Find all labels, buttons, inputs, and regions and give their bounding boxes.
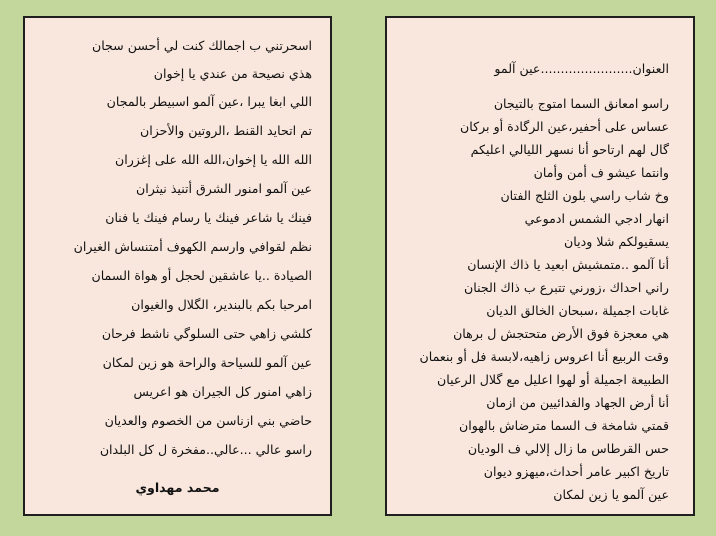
right-poem-panel bbox=[385, 16, 695, 516]
right-poem-line: راسو امعانق السما امتوج بالتيجان bbox=[493, 96, 669, 111]
right-poem-line: تاريخ اكبير عامر أحداث،ميهزو ديوان bbox=[483, 464, 669, 479]
left-poem-line: اسحرتني ب اجمالك كنت لي أحسن سجان bbox=[91, 38, 312, 53]
left-poem-line: كلشي زاهي حتى السلوگي ناشط فرحان bbox=[101, 326, 312, 341]
poem-title: العنوان.......................عين آلمو bbox=[494, 61, 669, 76]
left-poem-line: تم اتحايد القنط ،الروتين والأحزان bbox=[139, 123, 312, 138]
right-poem-line: هي معجزة فوق الأرض متحتجش ل برهان bbox=[453, 326, 669, 341]
left-poem-line: عين آلمو امنور الشرق أتنيذ نيثران bbox=[136, 181, 312, 196]
right-poem-line: أنا أرض الجهاد والفدائيين من ازمان bbox=[486, 395, 669, 410]
left-poem-panel bbox=[23, 16, 332, 516]
right-poem-line: انهار ادجي الشمس ادموعي bbox=[524, 211, 669, 226]
right-poem-line: الطبيعة اجميلة أو لهوا اعليل مع گلال الرعيان bbox=[437, 372, 669, 387]
left-poem-line: عين آلمو للسياحة والراحة هو زين لمكان bbox=[102, 355, 312, 370]
left-poem-line: راسو عالي ...عالي..مفخرة ل كل البلدان bbox=[99, 442, 312, 457]
right-poem-line: وانتما عيشو ف أمن وأمان bbox=[533, 165, 669, 180]
poem-signature: محمد مهداوي bbox=[135, 480, 220, 495]
right-poem-line: عين آلمو يا زين لمكان bbox=[553, 487, 669, 502]
right-poem-line: أنا آلمو ..متمشيش ابعيد يا ذاك الإنسان bbox=[467, 257, 669, 272]
left-poem-line: فينك يا شاعر فينك يا رسام فينك يا فنان bbox=[105, 210, 312, 225]
left-poem-line: نظم لقوافي وارسم الكهوف أمتنساش الغيران bbox=[73, 239, 312, 254]
right-poem-line: وخ شاب راسي بلون الثلج الفتان bbox=[500, 188, 669, 203]
left-poem-line: امرحبا بكم بالبندير، الگلال والغيوان bbox=[131, 297, 312, 312]
left-poem-line: الصيادة ..يا عاشقين لحجل أو هواة السمان bbox=[91, 268, 312, 283]
right-poem-line: قمتي شامخة ف السما مترضاش بالهوان bbox=[458, 418, 669, 433]
right-poem-line: حس القرطاس ما زال إلالي ف الوديان bbox=[467, 441, 669, 456]
left-poem-line: اللي ابغا يبرا ،عين آلمو اسبيطر بالمجان bbox=[106, 94, 312, 109]
left-poem-line: زاهي امنور كل الجيران هو اعريس bbox=[133, 384, 312, 399]
left-poem-line: حاضي بني ازناسن من الخصوم والعديان bbox=[104, 413, 312, 428]
right-poem-line: گال لهم ارتاحو أنا نسهر الليالي اعليكم bbox=[470, 142, 669, 157]
right-poem-line: عساس على أحفير،عين الرگادة أو بركان bbox=[460, 119, 669, 134]
right-poem-line: وقت الربيع أنا اعروس زاهيه،لابسة فل أو بنعمان bbox=[419, 349, 669, 364]
left-poem-line: هذي نصيحة من عندي يا إخوان bbox=[153, 66, 312, 81]
right-poem-line: راني احداك ،زورني تتبرع ب ذاك الجنان bbox=[464, 280, 669, 295]
right-poem-line: يسقيولكم شلا وديان bbox=[564, 234, 669, 249]
left-poem-line: الله الله يا إخوان،الله الله على إغزران bbox=[114, 152, 312, 167]
right-poem-line: غابات اجميلة ،سبحان الخالق الديان bbox=[486, 303, 669, 318]
